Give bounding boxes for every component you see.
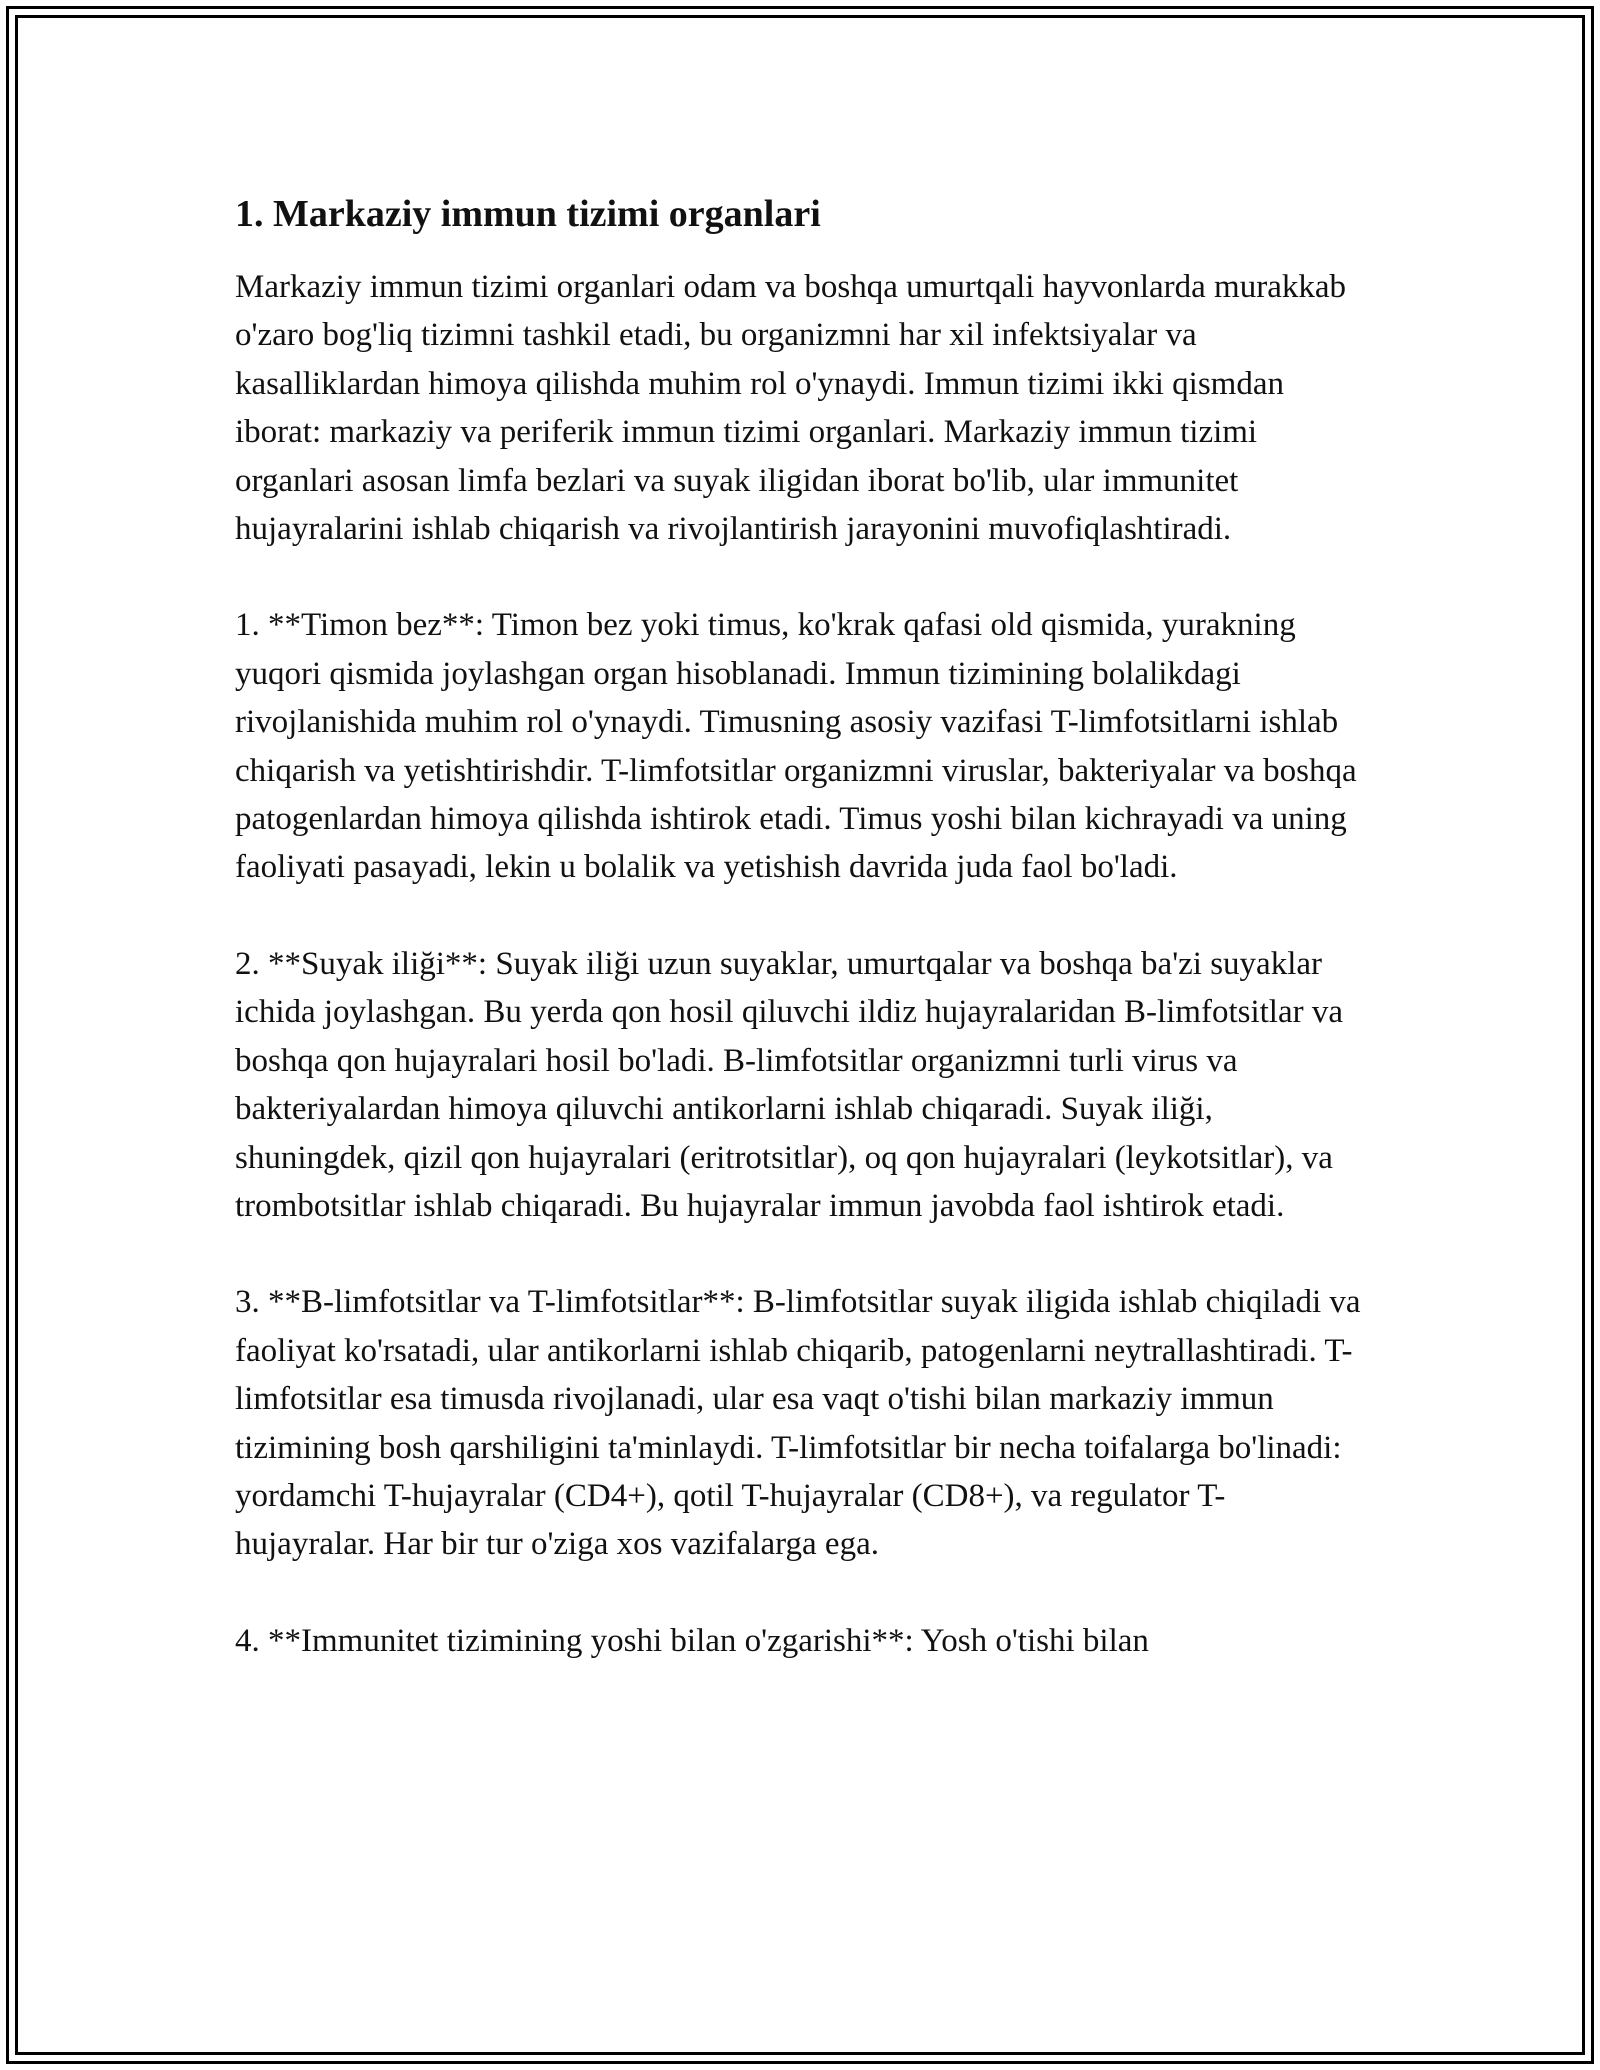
section-heading: 1. Markaziy immun tizimi organlari [235,193,821,235]
paragraph-timon-bez: 1. **Timon bez**: Timon bez yoki timus, ko'krak qafasi old qismida, yurakning yuqori qismida joylashgan organ hisoblanadi. Immun tizimining bolalikdagi rivojlanishida muhim rol o'ynaydi. Timusning asosiy vazifasi T-limfotsitlarni ishlab chiqarish va yetishtirishdir. T-limfotsitlar organizmni viruslar, bakteriyalar va boshqa patogenlardan himoya qilishda ishtirok etadi. Timus yoshi bilan kichrayadi va uning faoliyati pasayadi, lekin u bolalik va yetishish davrida juda faol bo'ladi. [235,607,1357,886]
paragraph-immunitet-yosh: 4. **Immunitet tizimining yoshi bilan o'zgarishi**: Yosh o'tishi bilan [235,1622,1149,1659]
paragraph-limfotsitlar: 3. **B-limfotsitlar va T-limfotsitlar**: B-limfotsitlar suyak iligida ishlab chiqiladi va faoliyat ko'rsatadi, ular antikorlarni ishlab chiqarib, patogenlarni neytrallashtiradi. T-limfotsitlar esa timusda rivojlanadi, ular esa vaqt o'tishi bilan markaziy immun tizimining bosh qarshiligini ta'minlaydi. T-limfotsitlar bir necha toifalarga bo'linadi: yordamchi T-hujayralar (CD4+), qotil T-hujayralar (CD8+), va regulator T-hujayralar. Har bir tur o'ziga xos vazifalarga ega. [235,1284,1361,1563]
document-body [235,190,1365,1713]
paragraph-suyak-iligi: 2. **Suyak iliği**: Suyak iliği uzun suyaklar, umurtqalar va boshqa ba'zi suyaklar ichida joylashgan. Bu yerda qon hosil qiluvchi ildiz hujayralaridan B-limfotsitlar va boshqa qon hujayralari hosil bo'ladi. B-limfotsitlar organizmni turli virus va bakteriyalardan himoya qiluvchi antikorlarni ishlab chiqaradi. Suyak iliği, shuningdek, qizil qon hujayralari (eritrotsitlar), oq qon hujayralari (leykotsitlar), va trombotsitlar ishlab chiqaradi. Bu hujayralar immun javobda faol ishtirok etadi. [235,945,1343,1224]
intro-paragraph: Markaziy immun tizimi organlari odam va boshqa umurtqali hayvonlarda murakkab o'zaro bog'liq tizimni tashkil etadi, bu organizmni har xil infektsiyalar va kasalliklardan himoya qilishda muhim rol o'ynaydi. Immun tizimi ikki qismdan iborat: markaziy va periferik immun tizimi organlari. Markaziy immun tizimi organlari asosan limfa bezlari va suyak iligidan iborat bo'lib, ular immunitet hujayralarini ishlab chiqarish va rivojlantirish jarayonini muvofiqlashtiradi. [235,269,1347,548]
